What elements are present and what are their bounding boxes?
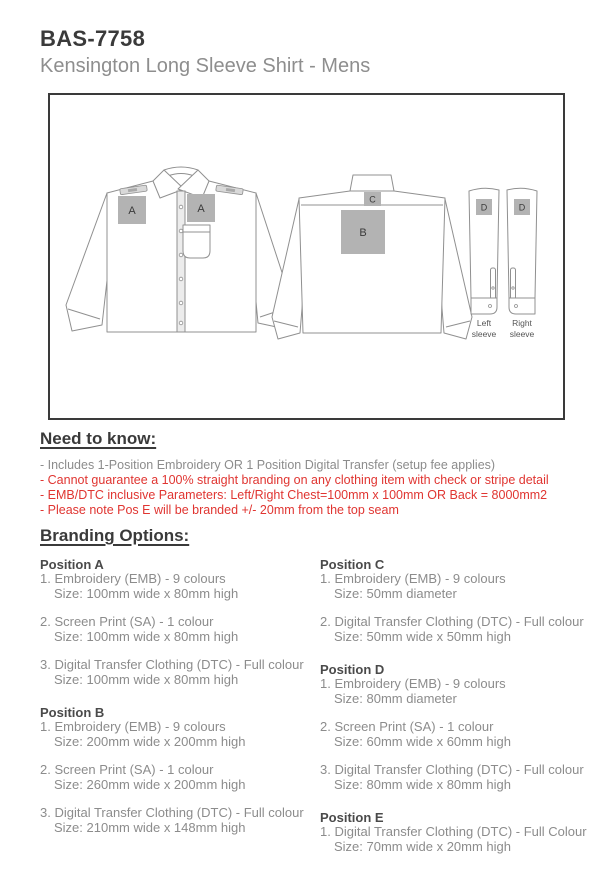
option-method: 2. Screen Print (SA) - 1 colour [40, 762, 214, 777]
page-header [40, 26, 370, 78]
branding-options-section [40, 526, 588, 872]
option-size: Size: 50mm diameter [334, 585, 457, 601]
marker-position-a-left [118, 196, 146, 224]
svg-text:D: D [480, 202, 488, 213]
option-size: Size: 70mm wide x 20mm high [334, 838, 512, 854]
chest-pocket [183, 225, 210, 258]
option-method: 1. Embroidery (EMB) - 9 colours [320, 571, 506, 586]
position-title: Position B [40, 705, 105, 720]
option-size: Size: 80mm wide x 80mm high [334, 776, 512, 792]
position-block-b [40, 705, 320, 835]
sleeve-detail-illustration [469, 188, 537, 339]
option-size: Size: 50mm wide x 50mm high [334, 628, 512, 644]
need-to-know-item: - Includes 1-Position Embroidery OR 1 Position Digital Transfer (setup fee applies) [40, 458, 496, 472]
branding-column-2 [320, 557, 600, 872]
position-title: Position D [320, 662, 385, 677]
option-size: Size: 100mm wide x 80mm high [54, 628, 239, 644]
position-block-c [320, 557, 600, 644]
need-to-know-item: - Please note Pos E will be branded +/- 20mm from the top seam [40, 503, 399, 517]
need-to-know-list [40, 458, 585, 518]
branding-position-diagram [48, 93, 565, 420]
marker-position-a-right [187, 194, 215, 222]
branding-options-heading: Branding Options: [40, 526, 190, 545]
branding-option [320, 615, 600, 644]
svg-text:C: C [369, 194, 376, 205]
option-size: Size: 80mm diameter [334, 690, 457, 706]
option-size: Size: 210mm wide x 148mm high [54, 819, 246, 835]
svg-text:Right: Right [512, 318, 532, 328]
right-sleeve-panel [507, 188, 537, 339]
branding-columns [40, 557, 588, 872]
need-to-know-heading: Need to know: [40, 429, 157, 448]
marker-position-b [341, 210, 385, 254]
option-method: 3. Digital Transfer Clothing (DTC) - Full colour [40, 805, 304, 820]
need-to-know-section [40, 429, 585, 518]
option-size: Size: 200mm wide x 200mm high [54, 733, 246, 749]
shirt-diagram-svg [50, 95, 563, 418]
shirt-back-illustration [272, 175, 472, 339]
option-size: Size: 100mm wide x 80mm high [54, 671, 239, 687]
option-method: 1. Embroidery (EMB) - 9 colours [40, 571, 226, 586]
branding-option [40, 658, 320, 687]
branding-option [320, 720, 600, 749]
option-method: 3. Digital Transfer Clothing (DTC) - Full colour [40, 657, 304, 672]
svg-text:B: B [359, 227, 367, 239]
option-method: 2. Digital Transfer Clothing (DTC) - Full colour [320, 614, 584, 629]
product-code: BAS-7758 [40, 26, 146, 51]
branding-option [320, 677, 600, 706]
option-size: Size: 260mm wide x 200mm high [54, 776, 246, 792]
svg-text:A: A [128, 205, 136, 217]
svg-text:sleeve: sleeve [471, 329, 497, 339]
option-method: 1. Embroidery (EMB) - 9 colours [40, 719, 226, 734]
position-block-a [40, 557, 320, 687]
branding-option [40, 615, 320, 644]
option-size: Size: 100mm wide x 80mm high [54, 585, 239, 601]
option-method: 2. Screen Print (SA) - 1 colour [40, 614, 214, 629]
branding-option [40, 572, 320, 601]
position-title: Position C [320, 557, 385, 572]
option-method: 2. Screen Print (SA) - 1 colour [320, 719, 494, 734]
position-title: Position E [320, 810, 384, 825]
svg-text:sleeve: sleeve [509, 329, 535, 339]
product-name: Kensington Long Sleeve Shirt - Mens [40, 55, 371, 77]
option-method: 1. Digital Transfer Clothing (DTC) - Full Colour [320, 824, 587, 839]
need-to-know-item: - EMB/DTC inclusive Parameters: Left/Right Chest=100mm x 100mm OR Back = 8000mm2 [40, 488, 548, 502]
shirt-front-illustration [66, 167, 292, 332]
branding-option [320, 825, 600, 854]
branding-option [320, 572, 600, 601]
marker-position-c [364, 192, 381, 206]
branding-option [40, 763, 320, 792]
svg-text:A: A [197, 203, 205, 215]
branding-option [40, 806, 320, 835]
position-title: Position A [40, 557, 104, 572]
option-size: Size: 60mm wide x 60mm high [334, 733, 512, 749]
option-method: 1. Embroidery (EMB) - 9 colours [320, 676, 506, 691]
svg-text:Left: Left [476, 318, 492, 328]
position-block-d [320, 662, 600, 792]
svg-text:D: D [518, 202, 526, 213]
option-method: 3. Digital Transfer Clothing (DTC) - Full colour [320, 762, 584, 777]
branding-option [320, 763, 600, 792]
position-block-e [320, 810, 600, 854]
branding-option [40, 720, 320, 749]
branding-column-1 [40, 557, 320, 872]
left-sleeve-panel [469, 188, 499, 339]
need-to-know-item: - Cannot guarantee a 100% straight branding on any clothing item with check or stripe detail [40, 473, 549, 487]
